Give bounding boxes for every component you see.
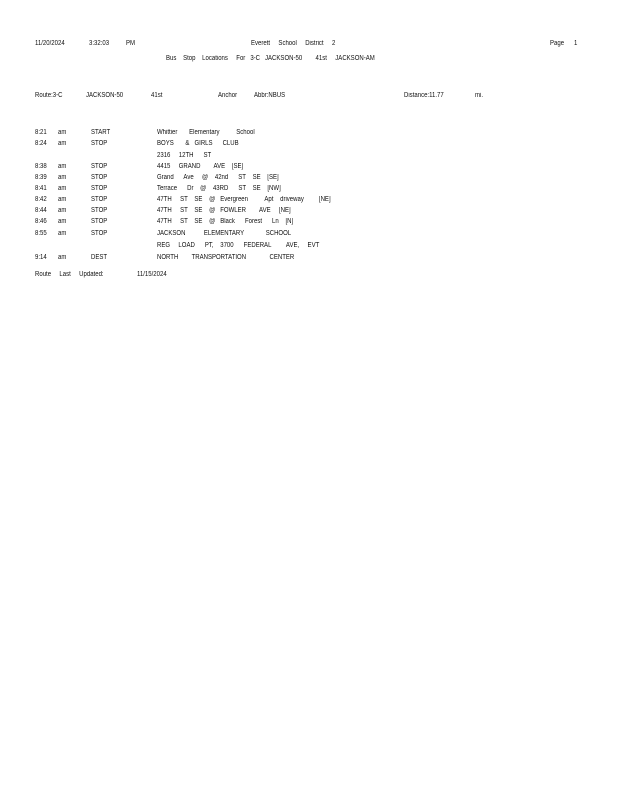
stop-ampm: am [58, 140, 67, 147]
stop-location: JACKSON ELEMENTARY SCHOOL [157, 230, 292, 237]
list-item [0, 184, 618, 195]
stop-type: STOP [91, 207, 108, 214]
report-subtitle: Bus Stop Locations For 3-C JACKSON-50 41st JACKSON-AM [166, 55, 375, 62]
list-item [0, 128, 618, 139]
stop-ampm: am [58, 163, 67, 170]
stop-ampm: am [58, 129, 67, 136]
anchor-label: Anchor [218, 92, 238, 99]
stop-location: BOYS & GIRLS CLUB [157, 140, 239, 147]
route-updated-date: 11/15/2024 [137, 271, 167, 278]
stop-type: STOP [91, 196, 108, 203]
abbr-label: Abbr:NBUS [254, 92, 286, 99]
stop-type: STOP [91, 185, 108, 192]
list-item [0, 253, 618, 264]
stop-location: 47TH ST SE @ Black Forest Ln [N] [157, 218, 294, 225]
stop-type: STOP [91, 174, 108, 181]
list-item-continuation [0, 151, 618, 162]
distance-label: Distance:11.77 [404, 92, 444, 99]
list-item [0, 173, 618, 184]
route-period: 41st [151, 92, 163, 99]
report-ampm: PM [126, 40, 136, 47]
route-updated-label: Route Last Updated: [35, 271, 104, 278]
stop-location: 47TH ST SE @ FOWLER AVE [NE] [157, 207, 291, 214]
report-date: 11/20/2024 [35, 40, 65, 47]
stop-type: DEST [91, 254, 108, 261]
page-label: Page [550, 40, 565, 47]
stop-type: START [91, 129, 111, 136]
stop-ampm: am [58, 218, 67, 225]
stop-time: 8:46 [35, 218, 47, 225]
stop-ampm: am [58, 196, 67, 203]
stop-location-extra: 2316 12TH ST [157, 152, 212, 159]
stop-ampm: am [58, 230, 67, 237]
stop-location: 47TH ST SE @ Evergreen Apt driveway [NE] [157, 196, 331, 203]
list-item [0, 217, 618, 228]
stop-time: 8:55 [35, 230, 47, 237]
stop-location: Terrace Dr @ 43RD ST SE [NW] [157, 185, 281, 192]
district-title: Everett School District 2 [251, 40, 336, 47]
list-item [0, 162, 618, 173]
stop-ampm: am [58, 254, 67, 261]
list-item [0, 229, 618, 240]
stop-location: 4415 GRAND AVE [SE] [157, 163, 244, 170]
stop-time: 8:24 [35, 140, 47, 147]
stop-time: 8:44 [35, 207, 47, 214]
stop-time: 8:38 [35, 163, 47, 170]
stop-ampm: am [58, 207, 67, 214]
stop-ampm: am [58, 174, 67, 181]
list-item [0, 206, 618, 217]
stop-ampm: am [58, 185, 67, 192]
report-time: 3:32:03 [89, 40, 110, 47]
page-number: 1 [574, 40, 578, 47]
stop-time: 8:21 [35, 129, 47, 136]
stop-type: STOP [91, 218, 108, 225]
stop-location: Grand Ave @ 42nd ST SE [SE] [157, 174, 279, 181]
stop-type: STOP [91, 140, 108, 147]
stop-time: 8:42 [35, 196, 47, 203]
list-item-continuation [0, 241, 618, 252]
stop-location: NORTH TRANSPORTATION CENTER [157, 254, 295, 261]
stop-location-extra: REG LOAD PT, 3700 FEDERAL AVE, EVT [157, 242, 320, 249]
stop-type: STOP [91, 230, 108, 237]
stop-time: 9:14 [35, 254, 47, 261]
list-item [0, 139, 618, 150]
stop-location: Whittier Elementary School [157, 129, 255, 136]
route-name: JACKSON-50 [86, 92, 124, 99]
stop-time: 8:39 [35, 174, 47, 181]
route-label: Route:3-C [35, 92, 63, 99]
stop-time: 8:41 [35, 185, 47, 192]
stop-type: STOP [91, 163, 108, 170]
list-item [0, 195, 618, 206]
distance-unit: mi. [475, 92, 484, 99]
